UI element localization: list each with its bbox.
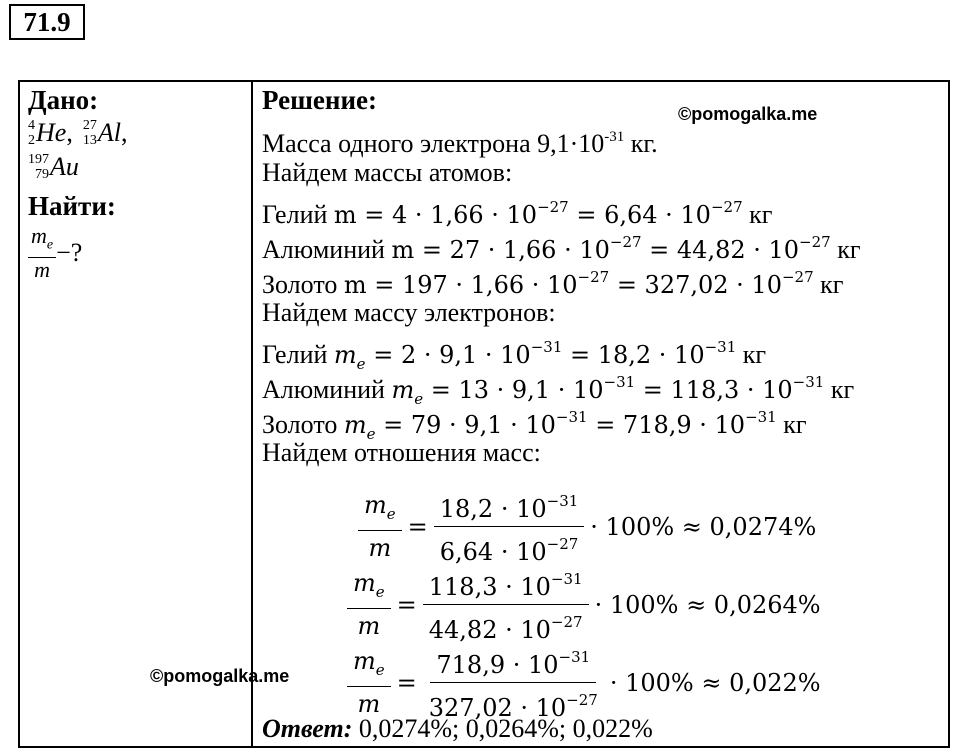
- nuclide-mass: 4: [28, 118, 35, 133]
- answer-text: 0,0274%; 0,0264%; 0,022%: [352, 714, 653, 743]
- answer-line: [262, 712, 653, 746]
- electrons-heading: Найдем массу электронов:: [262, 298, 556, 327]
- electron-mass-line: Алюминий $m_e = 13 \cdot 9,1 \cdot 10^{-31} = 118,3 \cdot 10^{-31}$ кг: [262, 373, 855, 408]
- atom-mass-line: Гелий $m = 4 \cdot 1,66 \cdot 10^{-27} = 6,64 \cdot 10^{-27}$ кг: [262, 198, 773, 229]
- nuclide-symbol: He: [36, 118, 67, 147]
- nuclides-line-1: [28, 116, 248, 150]
- nuclide-mass: 197: [28, 152, 49, 167]
- rhs-fraction: $\frac{18,2 \cdot 10^{-31}}{6,64 \cdot 10^{-27}}$: [434, 484, 585, 569]
- find-heading: Найти:: [28, 191, 116, 221]
- nuclide-sep: ,: [120, 118, 128, 147]
- nuclide-charge: 2: [28, 133, 35, 148]
- ratio-result: · 100% ≈ 0,022%: [609, 668, 821, 697]
- rhs-fraction: $\frac{118,3 \cdot 10^{-31}}{44,82 \cdot 10^{-27}}$: [423, 562, 589, 647]
- ratio-equation-1: $\frac{m_e}{m}$ = $\frac{18,2 \cdot 10^{-31}}{6,64 \cdot 10^{-27}}$ · 100% ≈ 0,0274%: [352, 484, 816, 569]
- atom-mass-line: Золото $m = 197 \cdot 1,66 \cdot 10^{-27} = 327,02 \cdot 10^{-27}$ кг: [262, 268, 844, 299]
- solution-heading: Решение:: [262, 85, 377, 115]
- intro-line: Масса одного электрона $9,1\cdot 10^{-31}$ кг.: [262, 129, 658, 158]
- find-suffix: −?: [56, 238, 83, 268]
- nuclide-mass: 27: [82, 118, 97, 133]
- answer-label: Ответ:: [262, 714, 353, 743]
- find-num: m: [31, 223, 47, 248]
- given-column: [28, 84, 248, 282]
- find-num-sub: e: [46, 237, 54, 253]
- atom-mass-line: Алюминий $m = 27 \cdot 1,66 \cdot 10^{-27} = 44,82 \cdot 10^{-27}$ кг: [262, 233, 861, 264]
- table-divider: [251, 80, 253, 748]
- watermark-bottom: ©pomogalka.me: [150, 666, 290, 686]
- lhs-fraction: $\frac{m_e}{m}$: [358, 488, 402, 566]
- ratio-equation-3: $\frac{m_e}{m}$ = $\frac{718,9 \cdot 10^{-31}}{327,02 \cdot 10^{-27}}$ · 100% ≈ 0,022%: [341, 640, 821, 725]
- find-fraction: [28, 224, 56, 282]
- lhs-fraction: $\frac{m_e}{m}$: [347, 644, 391, 722]
- nuclide-he: [28, 118, 73, 148]
- nuclide-charge: 79: [35, 167, 49, 182]
- nuclides-line-2: [28, 150, 248, 184]
- find-expression: [28, 224, 248, 282]
- nuclide-al: [83, 118, 128, 148]
- nuclide-symbol: Al: [97, 118, 121, 147]
- atoms-heading: Найдем массы атомов:: [262, 158, 513, 187]
- nuclide-charge: 13: [82, 133, 97, 148]
- nuclide-sep: ,: [66, 118, 73, 147]
- ratio-result: · 100% ≈ 0,0274%: [590, 512, 817, 541]
- problem-number: 71.9: [9, 4, 85, 40]
- electron-mass-line: Гелий $m_e = 2 \cdot 9,1 \cdot 10^{-31} = 18,2 \cdot 10^{-31}$ кг: [262, 338, 767, 373]
- ratio-result: · 100% ≈ 0,0264%: [594, 590, 821, 619]
- ratio-equation-2: $\frac{m_e}{m}$ = $\frac{118,3 \cdot 10^{-31}}{44,82 \cdot 10^{-27}}$ · 100% ≈ 0,0264%: [341, 562, 821, 647]
- solution-column: [262, 84, 942, 470]
- lhs-fraction: $\frac{m_e}{m}$: [347, 566, 391, 644]
- nuclide-symbol: Au: [50, 152, 79, 181]
- given-heading: Дано:: [28, 85, 99, 115]
- rhs-fraction: $\frac{718,9 \cdot 10^{-31}}{327,02 \cdot 10^{-27}}$: [423, 640, 604, 725]
- find-den: m: [34, 257, 50, 283]
- nuclide-au: [28, 152, 79, 182]
- watermark-top: ©pomogalka.me: [678, 104, 818, 124]
- ratio-heading: Найдем отношения масс:: [262, 438, 541, 467]
- electron-mass-line: Золото $m_e = 79 \cdot 9,1 \cdot 10^{-31} = 718,9 \cdot 10^{-31}$ кг: [262, 408, 807, 443]
